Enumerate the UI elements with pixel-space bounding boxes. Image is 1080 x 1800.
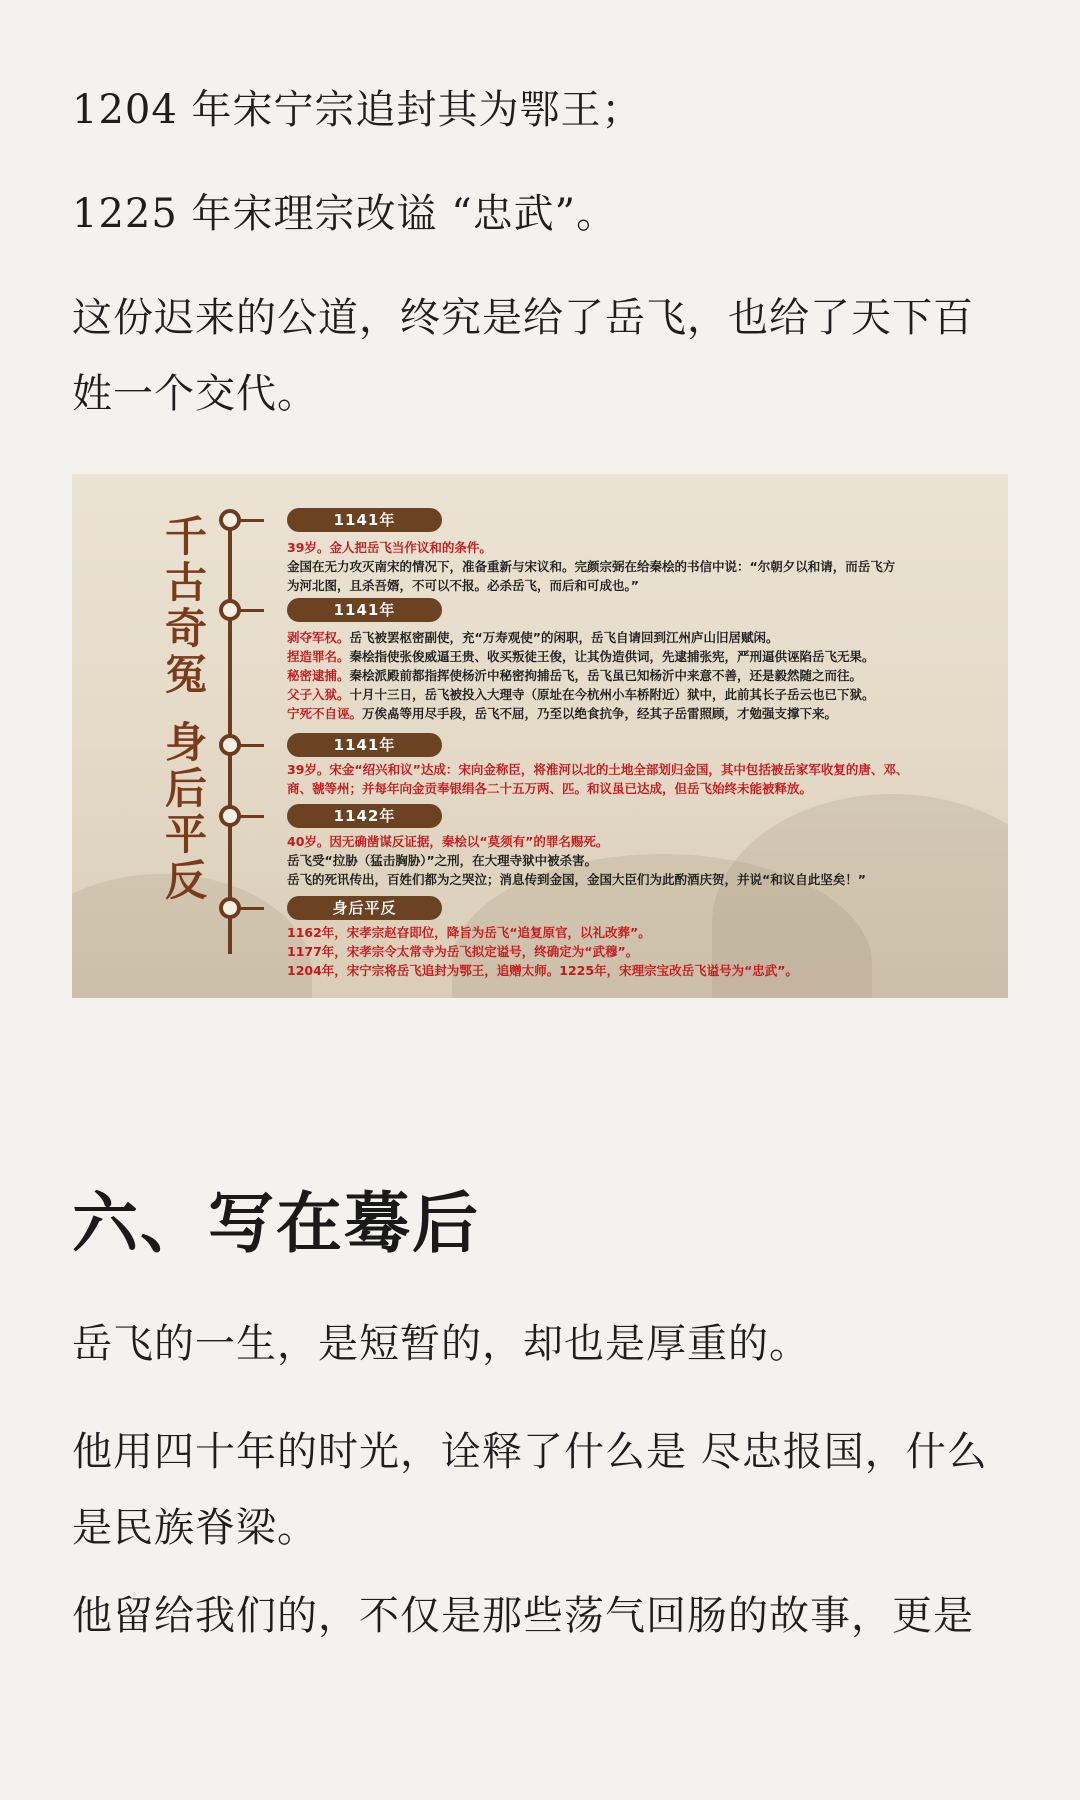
paragraph: 1204 年宋宁宗追封其为鄂王； bbox=[72, 87, 643, 133]
event-text: 万俟卨等用尽手段，岳飞不屈，乃至以绝食抗争，经其子岳雷照顾，才勉强支撑下来。 bbox=[362, 706, 838, 721]
event-description bbox=[287, 538, 987, 595]
timeline-connector bbox=[238, 744, 264, 747]
timeline-connector bbox=[238, 907, 264, 910]
timeline-connector bbox=[238, 519, 264, 522]
event-line: 金国在无力攻灭南宋的情况下，准备重新与宋议和。完颜宗弼在给秦桧的书信中说：“尔朝夕以和请，而岳飞方 bbox=[287, 559, 896, 574]
event-line bbox=[287, 666, 987, 685]
event-text: 十月十三日，岳飞被投入大理寺（原址在今杭州小车桥附近）狱中，此前其长子岳云也已下狱。 bbox=[349, 687, 875, 702]
paragraph: 岳飞的一生，是短暂的，却也是厚重的。 bbox=[72, 1321, 810, 1367]
paragraph: 他用四十年的时光，诠释了什么是 尽忠报国，什么是民族脊梁。 bbox=[72, 1429, 988, 1551]
event-text: 岳飞被罢枢密副使，充“万寿观使”的闲职，岳飞自请回到江州庐山旧居赋闲。 bbox=[349, 630, 779, 645]
event-description bbox=[287, 923, 987, 980]
event-text: 秦桧指使张俊威逼王贵、收买叛徒王俊，让其伪造供词，先逮捕张宪，严刑逼供诬陷岳飞无果。 bbox=[349, 649, 875, 664]
event-line: 39岁。宋金“绍兴和议”达成：宋向金称臣，将淮河以北的土地全部划归金国，其中包括被岳家军收复的唐、邓、 bbox=[287, 762, 909, 777]
event-year-label: 身后平反 bbox=[287, 896, 442, 920]
event-keyword: 父子入狱。 bbox=[287, 687, 350, 702]
event-description bbox=[287, 760, 987, 798]
event-line: 1162年，宋孝宗赵昚即位，降旨为岳飞“追复原官，以礼改葬”。 bbox=[287, 925, 651, 940]
event-line bbox=[287, 685, 987, 704]
event-line: 39岁。金人把岳飞当作议和的条件。 bbox=[287, 540, 492, 555]
event-line bbox=[287, 647, 987, 666]
event-keyword: 捏造罪名。 bbox=[287, 649, 350, 664]
event-line: 岳飞受“拉胁（猛击胸胁）”之刑，在大理寺狱中被杀害。 bbox=[287, 853, 598, 868]
event-text: 秦桧派殿前都指挥使杨沂中秘密拘捕岳飞，岳飞虽已知杨沂中来意不善，还是毅然随之而往。 bbox=[349, 668, 863, 683]
timeline-figure bbox=[72, 474, 1008, 998]
event-line: 40岁。因无确凿谋反证据，秦桧以“莫须有”的罪名赐死。 bbox=[287, 834, 609, 849]
event-line: 1204年，宋宁宗将岳飞追封为鄂王，追赠太师。1225年，宋理宗宝改岳飞谥号为“忠武”。 bbox=[287, 963, 799, 978]
event-keyword: 宁死不自诬。 bbox=[287, 706, 363, 721]
timeline-connector bbox=[238, 609, 264, 612]
event-year-label: 1142年 bbox=[287, 804, 442, 828]
event-line: 岳飞的死讯传出，百姓们都为之哭泣；消息传到金国，金国大臣们为此酌酒庆贺，并说“和议自此坚矣！” bbox=[287, 872, 866, 887]
paragraph: 他留给我们的，不仅是那些荡气回肠的故事，更是 bbox=[72, 1593, 974, 1639]
figure-title-top: 千古奇冤 bbox=[159, 514, 208, 698]
section-heading: 六、写在蓦后 bbox=[72, 1184, 480, 1262]
event-year-label: 1141年 bbox=[287, 598, 442, 622]
event-line: 1177年，宋孝宗令太常寺为岳飞拟定谥号，终确定为“武穆”。 bbox=[287, 944, 639, 959]
event-line bbox=[287, 628, 987, 647]
event-year-label: 1141年 bbox=[287, 508, 442, 532]
event-keyword: 秘密逮捕。 bbox=[287, 668, 350, 683]
event-line bbox=[287, 704, 987, 723]
paragraph: 这份迟来的公道，终究是给了岳飞，也给了天下百姓一个交代。 bbox=[72, 295, 974, 417]
event-keyword: 剥夺军权。 bbox=[287, 630, 350, 645]
event-line: 商、虢等州；并每年向金贡奉银绢各二十五万两、匹。和议虽已达成，但岳飞始终未能被释放。 bbox=[287, 781, 813, 796]
event-description bbox=[287, 628, 987, 723]
timeline-connector bbox=[238, 815, 264, 818]
paragraph: 1225 年宋理宗改谥 “忠武”。 bbox=[72, 191, 618, 237]
event-year-label: 1141年 bbox=[287, 733, 442, 757]
event-line: 为河北图，且杀吾婿，不可以不报。必杀岳飞，而后和可成也。” bbox=[287, 578, 639, 593]
event-description bbox=[287, 832, 987, 889]
figure-title-bottom: 身后平反 bbox=[159, 720, 208, 904]
